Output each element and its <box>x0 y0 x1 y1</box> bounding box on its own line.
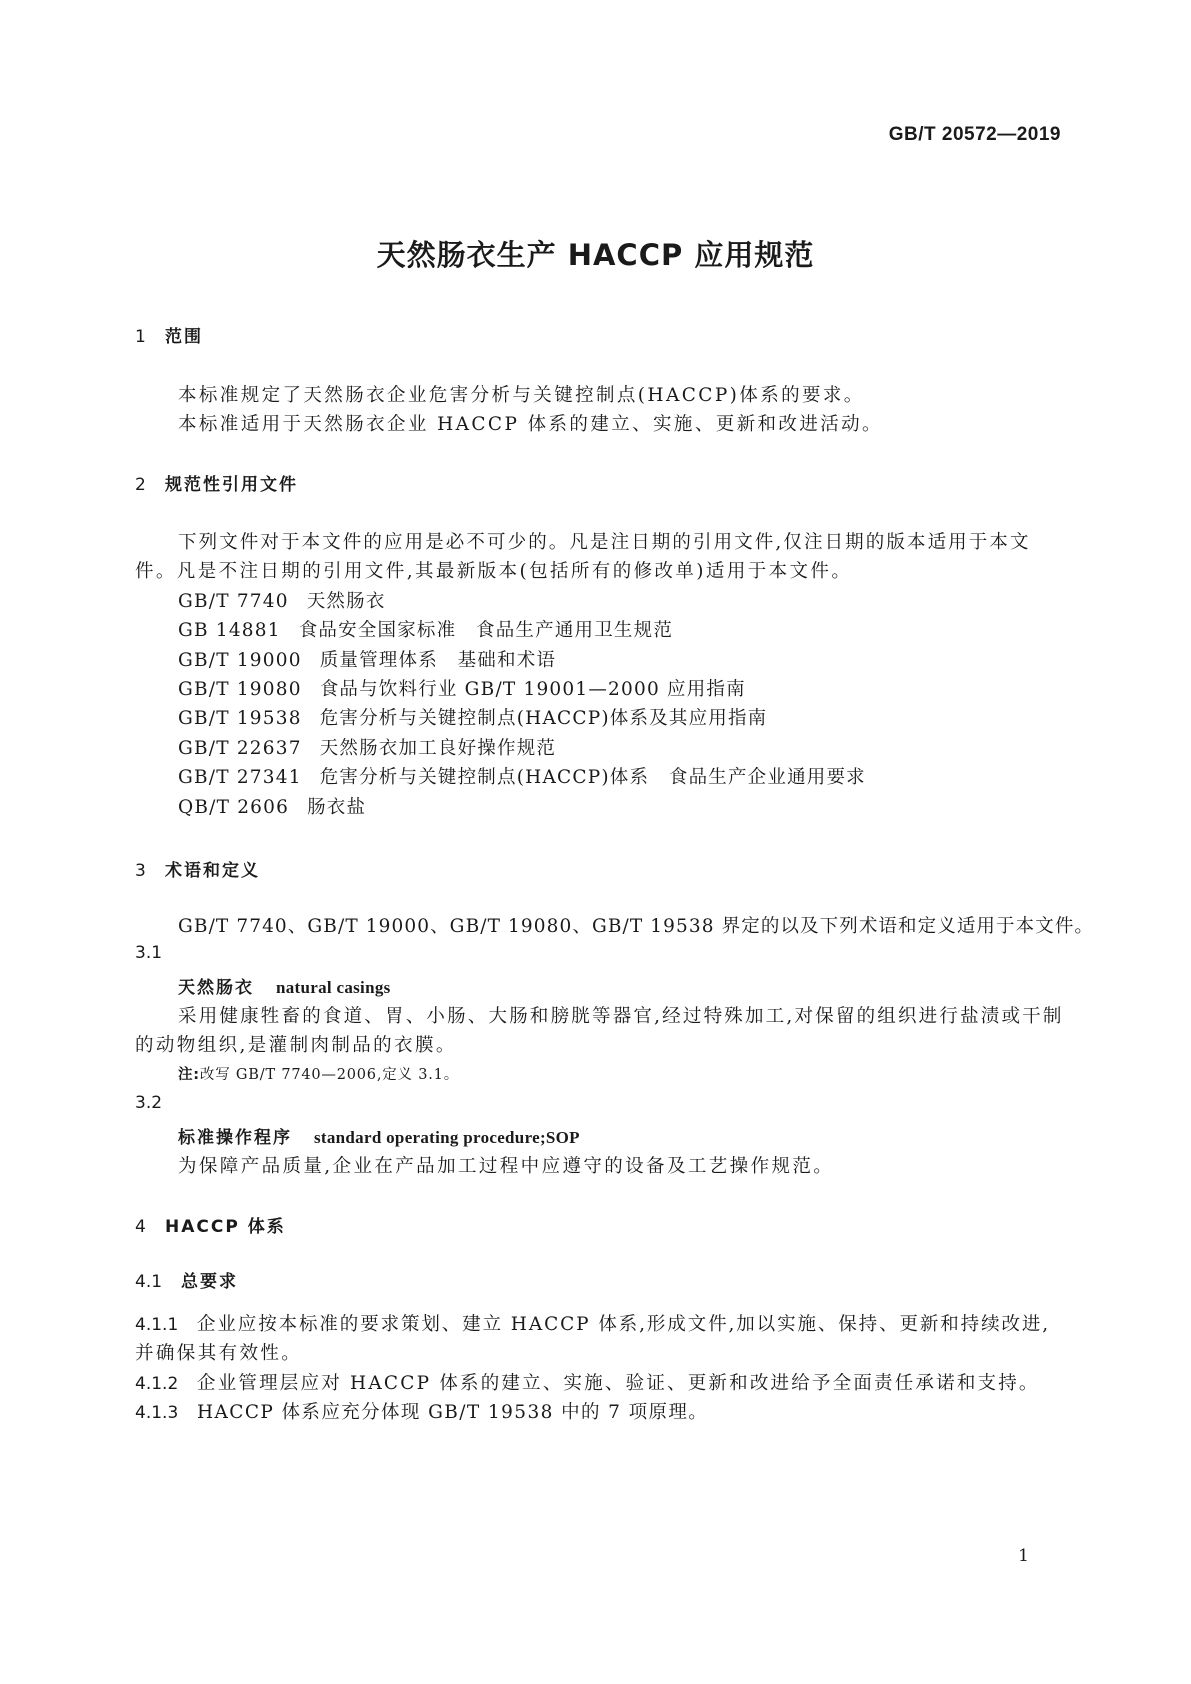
clause-text: HACCP 体系应充分体现 GB/T 19538 中的 7 项原理。 <box>197 1402 709 1423</box>
subsection-heading <box>135 1267 238 1292</box>
reference-code: GB/T 19538 <box>178 708 302 729</box>
definition: 采用健康牲畜的食道、胃、小肠、大肠和膀胱等器官,经过特殊加工,对保留的组织进行盐渍或干制 <box>178 1006 1064 1027</box>
page-number: 1 <box>1018 1546 1029 1566</box>
reference-code: GB/T 19000 <box>178 650 302 671</box>
section-title: HACCP 体系 <box>165 1217 286 1237</box>
note <box>178 1063 459 1084</box>
clause-number: 4.1.3 <box>135 1403 179 1423</box>
section-4-heading <box>135 1212 286 1237</box>
reference-title: 危害分析与关键控制点(HACCP)体系及其应用指南 <box>319 708 768 729</box>
clause <box>135 1369 1040 1395</box>
reference-title: 肠衣盐 <box>307 797 367 818</box>
reference-title: 天然肠衣 <box>306 591 386 612</box>
reference-item <box>178 704 767 730</box>
section-2-heading <box>135 470 298 495</box>
reference-title: 食品与饮料行业 GB/T 19001—2000 应用指南 <box>319 679 746 700</box>
reference-item <box>178 763 866 789</box>
section-number: 2 <box>135 475 146 495</box>
section-title: 术语和定义 <box>165 861 260 881</box>
reference-item <box>178 734 556 760</box>
paragraph: 本标准适用于天然肠衣企业 HACCP 体系的建立、实施、更新和改进活动。 <box>178 414 883 435</box>
paragraph: GB/T 7740、GB/T 19000、GB/T 19080、GB/T 19538 界定的以及下列术语和定义适用于本文件。 <box>178 916 1095 937</box>
term-number: 3.2 <box>135 1093 163 1113</box>
reference-code: QB/T 2606 <box>178 797 290 818</box>
term-en: standard operating procedure;SOP <box>314 1128 580 1147</box>
definition: 为保障产品质量,企业在产品加工过程中应遵守的设备及工艺操作规范。 <box>178 1156 835 1177</box>
section-3-heading <box>135 856 260 881</box>
term-number: 3.1 <box>135 943 163 963</box>
clause <box>135 1398 708 1424</box>
clause <box>135 1310 1050 1336</box>
reference-title: 天然肠衣加工良好操作规范 <box>319 738 557 759</box>
clause-continuation: 并确保其有效性。 <box>135 1343 303 1364</box>
term-heading <box>178 973 391 998</box>
clause-number: 4.1.2 <box>135 1374 179 1394</box>
reference-item <box>178 793 366 819</box>
reference-item <box>178 616 673 642</box>
reference-item <box>178 646 556 672</box>
paragraph: 本标准规定了天然肠衣企业危害分析与关键控制点(HACCP)体系的要求。 <box>178 385 865 406</box>
reference-code: GB/T 19080 <box>178 679 302 700</box>
term-en: natural casings <box>276 978 391 997</box>
clause-text: 企业应按本标准的要求策划、建立 HACCP 体系,形成文件,加以实施、保持、更新和持续改进, <box>197 1314 1051 1335</box>
term-heading <box>178 1123 580 1148</box>
reference-item <box>178 587 386 613</box>
section-number: 3 <box>135 861 146 881</box>
subsection-number: 4.1 <box>135 1272 163 1292</box>
reference-title: 危害分析与关键控制点(HACCP)体系 食品生产企业通用要求 <box>319 767 866 788</box>
section-1-heading <box>135 322 203 347</box>
reference-code: GB/T 27341 <box>178 767 302 788</box>
reference-code: GB/T 7740 <box>178 591 289 612</box>
reference-code: GB/T 22637 <box>178 738 302 759</box>
reference-item <box>178 675 746 701</box>
standard-code: GB/T 20572—2019 <box>888 124 1061 145</box>
section-title: 范围 <box>165 327 203 347</box>
section-number: 4 <box>135 1217 146 1237</box>
document-title: 天然肠衣生产 HACCP 应用规范 <box>376 238 815 272</box>
reference-title: 质量管理体系 基础和术语 <box>319 650 557 671</box>
clause-text: 企业管理层应对 HACCP 体系的建立、实施、验证、更新和改进给予全面责任承诺和支持。 <box>197 1373 1040 1394</box>
subsection-title: 总要求 <box>181 1272 238 1292</box>
reference-code: GB 14881 <box>178 620 281 641</box>
section-title: 规范性引用文件 <box>165 475 298 495</box>
section-number: 1 <box>135 327 146 347</box>
note-label: 注: <box>178 1067 200 1083</box>
term-cn: 天然肠衣 <box>178 978 254 998</box>
term-cn: 标准操作程序 <box>178 1128 292 1148</box>
paragraph: 下列文件对于本文件的应用是必不可少的。凡是注日期的引用文件,仅注日期的版本适用于本文 <box>178 532 1031 553</box>
paragraph: 件。凡是不注日期的引用文件,其最新版本(包括所有的修改单)适用于本文件。 <box>135 561 853 582</box>
clause-number: 4.1.1 <box>135 1315 179 1335</box>
reference-title: 食品安全国家标准 食品生产通用卫生规范 <box>298 620 674 641</box>
definition: 的动物组织,是灌制肉制品的衣膜。 <box>135 1035 457 1056</box>
note-text: 改写 GB/T 7740—2006,定义 3.1。 <box>199 1067 459 1083</box>
